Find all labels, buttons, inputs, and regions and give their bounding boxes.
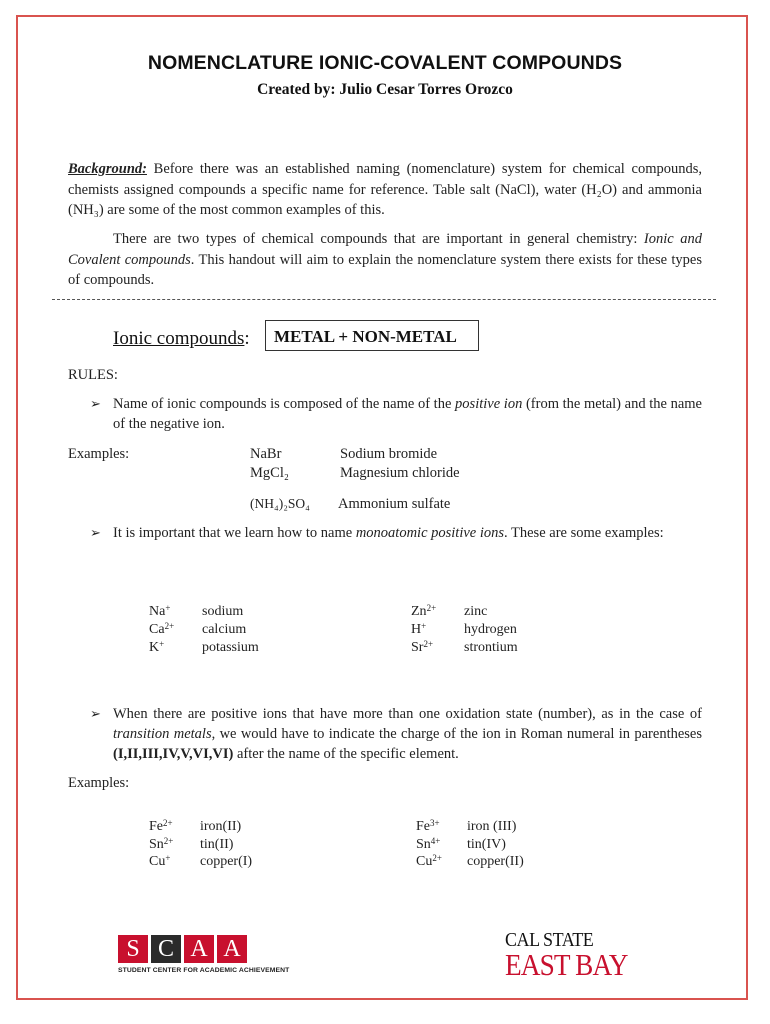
ion-name: potassium — [202, 640, 259, 655]
rule-1 — [113, 394, 702, 434]
csueb-line-2: EAST BAY — [505, 947, 628, 982]
example-name: Sodium bromide — [340, 446, 438, 462]
ion-symbol: $Sn^{4+}$ — [416, 836, 441, 852]
ion-name: copper(I) — [200, 854, 253, 869]
csueb-line-1: CAL STATE — [505, 929, 594, 951]
ion-symbol: H+ — [411, 621, 427, 637]
rule-3-a: When there are positive ions that have more than one oxidation state (number), as in the case of — [113, 706, 702, 722]
ion-name: calcium — [202, 622, 247, 637]
rule-1-b: (from the metal) and the name of the negative ion. — [113, 396, 702, 432]
example-formula: MgCl₂ — [250, 465, 289, 481]
background-paragraph — [68, 159, 702, 221]
ionic-heading-text: Ionic compounds — [113, 328, 245, 349]
examples-label: Examples: — [68, 775, 130, 791]
ion-name: sodium — [202, 604, 244, 619]
types-text-a: There are two types of chemical compounds that are important in general chemistry: — [113, 231, 644, 247]
ion-name: tin(II) — [200, 837, 234, 852]
ion-name: zinc — [464, 604, 488, 619]
scaa-letter-boxes — [118, 935, 289, 963]
example-name: Magnesium chloride — [340, 465, 460, 481]
ion-symbol: $Sn^{2+}$ — [149, 836, 174, 852]
rule-2-italic: monoatomic positive ions — [355, 525, 505, 541]
document-title: NOMENCLATURE IONIC-COVALENT COMPOUNDS — [147, 52, 623, 74]
rules-label: RULES: — [68, 367, 118, 383]
background-text: Before there was an established naming (nomenclature) system for chemical compounds, chemists assigned compounds a specific name for reference. Table salt (NaCl), water (H₂O) and ammonia (NH₃) are some of the most common examples of this. — [68, 161, 702, 218]
ionic-formula-box: METAL + NON-METAL — [265, 320, 479, 351]
document-subtitle: Created by: Julio Cesar Torres Orozco — [257, 81, 513, 98]
scaa-letter: C — [151, 935, 181, 963]
rule-3-c: after the name of the specific element. — [233, 746, 459, 762]
rule-3 — [113, 704, 702, 764]
ion-symbol: Cu+ — [149, 853, 171, 869]
rule-1-a: Name of ionic compounds is composed of the name of the — [113, 396, 456, 412]
ion-symbol: $Fe^{2+}$ — [149, 818, 173, 834]
ion-symbol: Na+ — [149, 603, 171, 619]
ion-symbol: $Fe^{3+}$ — [416, 818, 440, 834]
rule-3-b: , we would have to indicate the charge of the ion in Roman numeral in parentheses — [211, 726, 702, 742]
rule-2 — [113, 523, 702, 543]
ion-symbol: K+ — [149, 639, 165, 655]
rule-3-bold: (I,II,III,IV,V,VI,VI) — [113, 746, 234, 762]
example-formula: NaBr — [250, 446, 282, 462]
ion-name: tin(IV) — [467, 837, 506, 852]
rule-2-b: . These are some examples: — [504, 525, 664, 541]
scaa-letter: S — [118, 935, 148, 963]
ion-name: iron(II) — [200, 819, 242, 834]
scaa-letter: A — [217, 935, 247, 963]
ion-name: hydrogen — [464, 622, 517, 637]
ion-symbol: $Zn^{2+}$ — [411, 603, 437, 619]
csueb-logo — [505, 930, 644, 980]
ion-name: iron (III) — [467, 819, 517, 834]
bullet-icon: ➢ — [90, 525, 101, 540]
scaa-tagline: STUDENT CENTER FOR ACADEMIC ACHIEVEMENT — [118, 967, 290, 974]
rule-3-italic: transition metals — [113, 726, 212, 742]
ion-symbol: $Sr^{2+}$ — [411, 639, 434, 655]
types-text-italic: Ionic and Covalent compounds — [68, 231, 702, 268]
example-formula: (NH₄)₂SO₄ — [250, 496, 310, 511]
types-text-b: . This handout will aim to explain the nomenclature system there exists for these types of compounds. — [68, 251, 702, 288]
example-name: Ammonium sulfate — [338, 496, 451, 512]
rule-1-italic: positive ion — [455, 396, 523, 412]
types-paragraph — [68, 229, 702, 291]
ion-symbol: $Cu^{2+}$ — [416, 853, 442, 869]
ion-name: strontium — [464, 640, 518, 655]
scaa-letter: A — [184, 935, 214, 963]
ionic-heading-colon: : — [244, 328, 250, 349]
ionic-heading — [113, 328, 250, 350]
examples-label: Examples: — [68, 446, 130, 462]
ion-name: copper(II) — [467, 854, 524, 869]
scaa-logo — [118, 935, 289, 974]
rule-2-a: It is important that we learn how to name — [113, 525, 356, 541]
bullet-icon: ➢ — [90, 706, 101, 721]
background-label: Background: — [68, 161, 147, 177]
section-divider — [52, 299, 716, 300]
ion-symbol: $Ca^{2+}$ — [149, 621, 175, 637]
bullet-icon: ➢ — [90, 396, 101, 411]
